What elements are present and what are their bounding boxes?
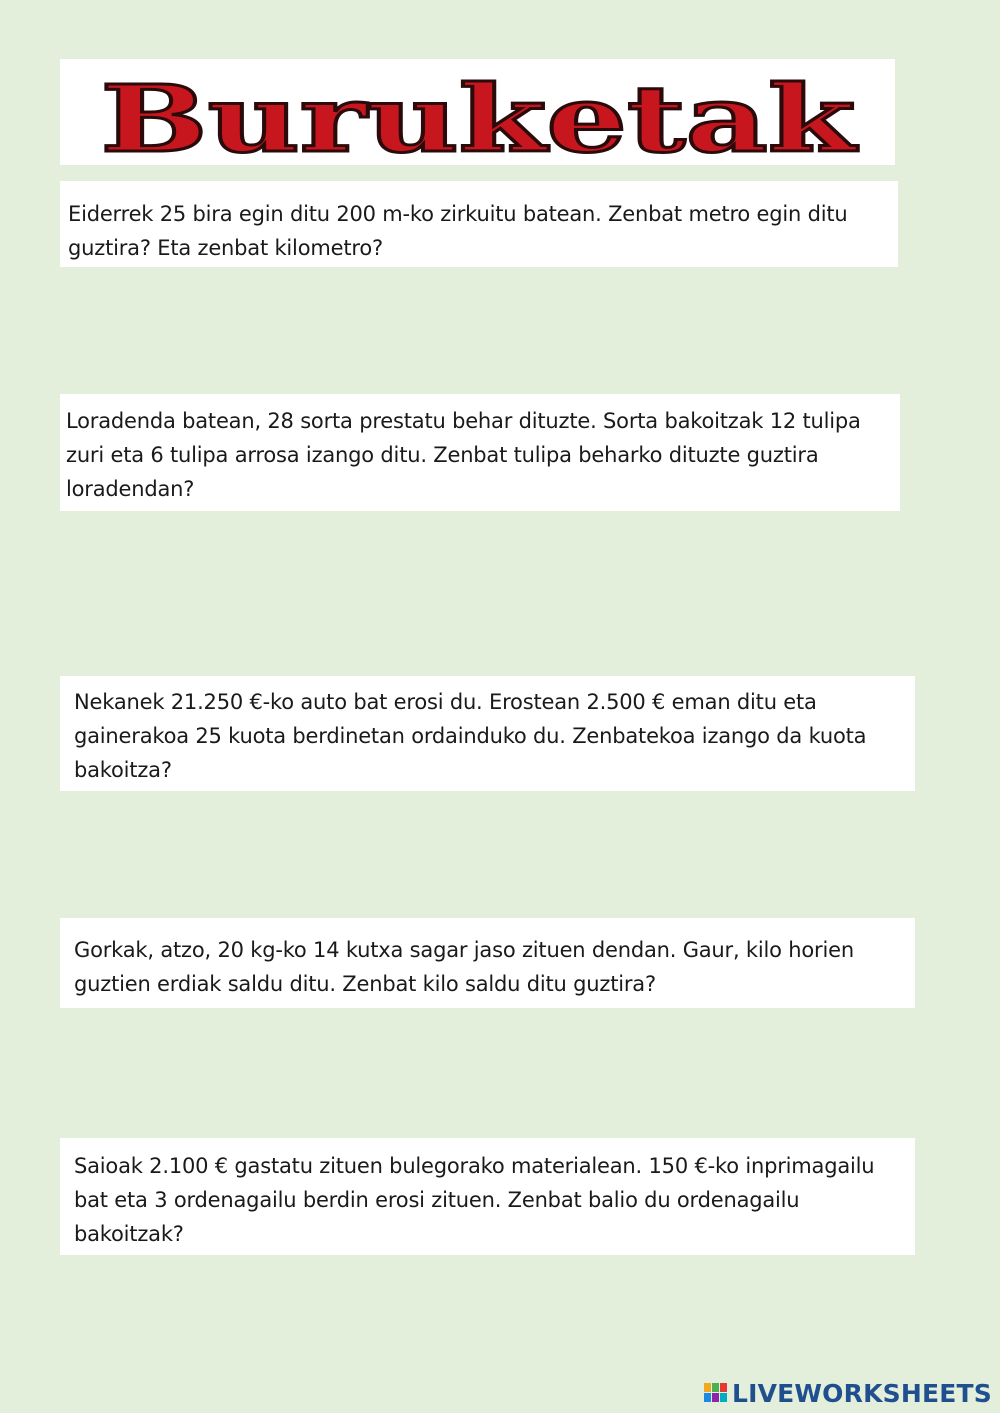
brand-name: LIVEWORKSHEETS xyxy=(731,1378,992,1408)
problem-text: Nekanek 21.250 €-ko auto bat erosi du. Erostean 2.500 € eman ditu eta gainerakoa 25 kuota berdinetan ordainduko du. Zenbatekoa izango da kuota bakoitza? xyxy=(74,690,867,782)
problem-text: Loradenda batean, 28 sorta prestatu behar dituzte. Sorta bakoitzak 12 tulipa zuri eta 6 tulipa arrosa izango ditu. Zenbat tulipa beharko dituzte guztira loradendan? xyxy=(66,409,861,501)
problem-card xyxy=(60,676,915,791)
wordart-title xyxy=(60,59,895,165)
problem-card xyxy=(60,918,915,1008)
problem-card xyxy=(60,181,898,267)
footer-brand xyxy=(703,1378,992,1408)
problem-text: Gorkak, atzo, 20 kg-ko 14 kutxa sagar jaso zituen dendan. Gaur, kilo horien guztien erdiak saldu ditu. Zenbat kilo saldu ditu guztira? xyxy=(74,938,854,996)
problem-card xyxy=(60,1138,915,1255)
liveworksheets-logo-icon xyxy=(703,1381,729,1405)
problem-text: Eiderrek 25 bira egin ditu 200 m-ko zirkuitu batean. Zenbat metro egin ditu guztira? Eta zenbat kilometro? xyxy=(68,202,848,260)
problem-card xyxy=(60,394,900,511)
title-banner xyxy=(60,59,895,165)
page-title: Buruketak xyxy=(100,65,859,165)
problem-text: Saioak 2.100 € gastatu zituen bulegorako materialean. 150 €-ko inprimagailu bat eta 3 ordenagailu berdin erosi zituen. Zenbat balio du ordenagailu bakoitzak? xyxy=(74,1154,875,1246)
